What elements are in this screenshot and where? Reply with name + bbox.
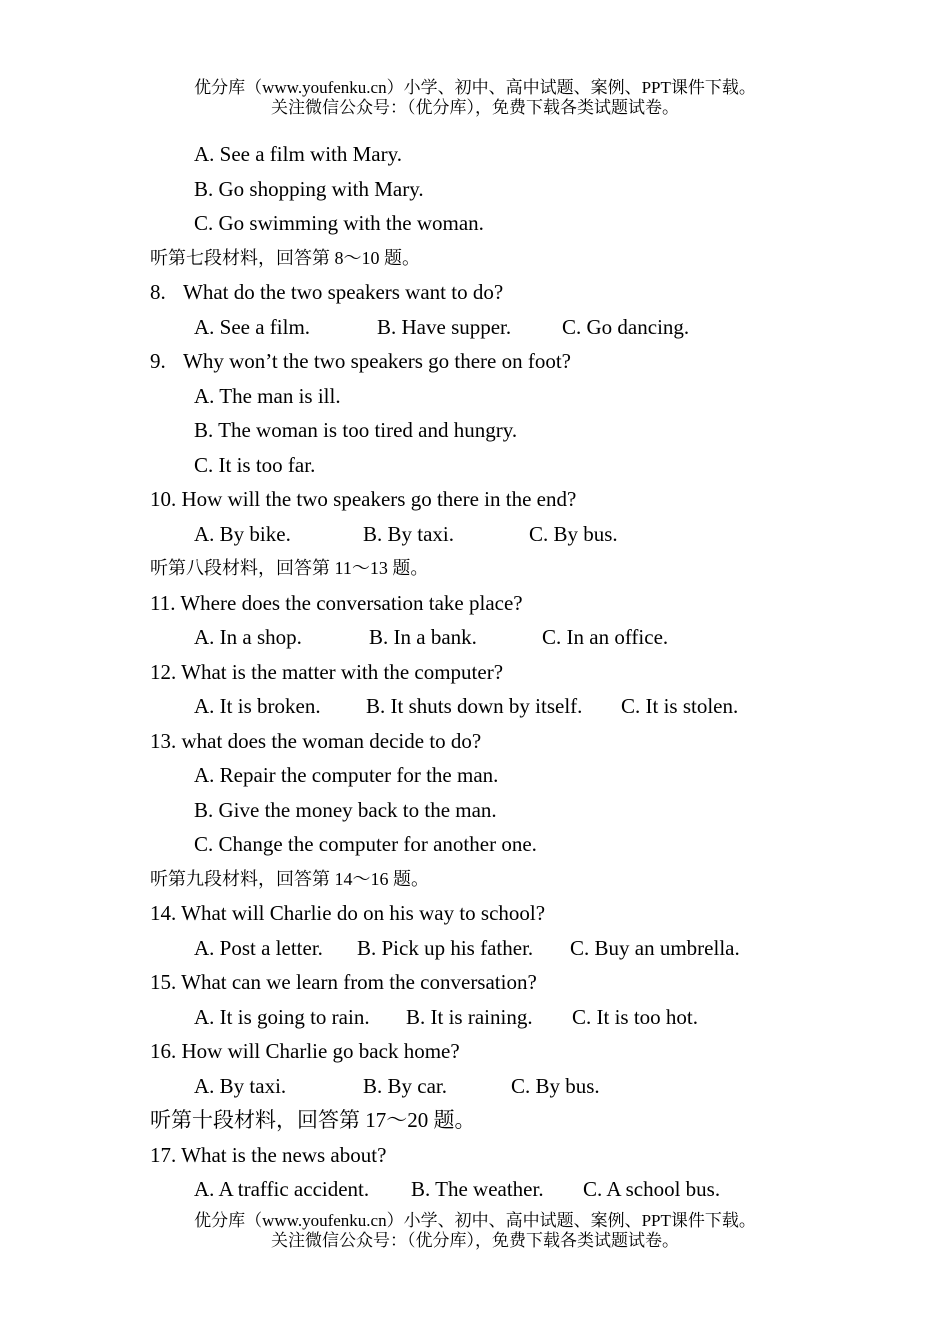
question-17 xyxy=(150,1138,870,1173)
question-number: 14. xyxy=(150,901,177,925)
options-row xyxy=(150,620,870,655)
question-text: What will Charlie do on his way to school? xyxy=(181,901,546,925)
option-a: A. It is going to rain. xyxy=(194,1004,370,1029)
options-row xyxy=(150,689,870,724)
option-b: B. The woman is too tired and hungry. xyxy=(194,418,518,442)
option-b: B. Have supper. xyxy=(377,314,512,339)
question-number: 15. xyxy=(150,970,177,994)
question-text: How will the two speakers go there in the end? xyxy=(181,487,577,511)
options-row xyxy=(150,1172,870,1207)
question-text: Where does the conversation take place? xyxy=(180,590,523,615)
question-10 xyxy=(150,482,870,517)
options-row xyxy=(150,1069,870,1104)
question-text: What can we learn from the conversation? xyxy=(181,970,537,994)
page-footer xyxy=(0,1211,950,1251)
section-heading: 听第七段材料，回答第 8～10 题。 xyxy=(150,247,420,268)
question-text: How will Charlie go back home? xyxy=(181,1039,460,1063)
option-c: C. In an office. xyxy=(542,625,669,649)
option-c: C. It is stolen. xyxy=(621,694,739,718)
option-a: A. By taxi. xyxy=(194,1073,287,1098)
question-number: 9. xyxy=(150,349,166,373)
options-row xyxy=(150,931,870,966)
question-11 xyxy=(150,586,870,621)
option-a: A. In a shop. xyxy=(194,625,302,649)
option-a: A. See a film. xyxy=(194,314,311,339)
option-b: B. Give the money back to the man. xyxy=(194,797,497,822)
options-row xyxy=(150,517,870,552)
question-8 xyxy=(150,275,870,310)
section-heading: 听第十段材料，回答第 17～20 题。 xyxy=(150,1108,476,1132)
option: C. Go swimming with the woman. xyxy=(194,211,484,235)
question-text: Why won’t the two speakers go there on foot? xyxy=(183,349,572,373)
option-c: C. By bus. xyxy=(529,521,618,546)
option-a: A. By bike. xyxy=(194,521,291,546)
footer-line-1: 优分库（www.youfenku.cn）小学、初中、高中试题、案例、PPT课件下载。 xyxy=(194,1211,756,1230)
option-c: C. By bus. xyxy=(511,1073,600,1098)
option: A. See a film with Mary. xyxy=(194,142,403,166)
option-b: B. Pick up his father. xyxy=(357,935,534,960)
exam-content xyxy=(150,137,870,1207)
question-text: What is the news about? xyxy=(181,1142,387,1167)
option-c: C. A school bus. xyxy=(583,1177,721,1201)
question-14 xyxy=(150,896,870,931)
question-12 xyxy=(150,655,870,690)
question-number: 16. xyxy=(150,1039,177,1063)
question-16 xyxy=(150,1034,870,1069)
option-b: B. The weather. xyxy=(411,1177,544,1201)
option-c: C. Buy an umbrella. xyxy=(570,935,740,960)
question-15 xyxy=(150,965,870,1000)
question-9 xyxy=(150,344,870,379)
question-number: 13. xyxy=(150,728,177,753)
header-line-1: 优分库（www.youfenku.cn）小学、初中、高中试题、案例、PPT课件下载。 xyxy=(194,78,756,97)
option-c: C. It is too hot. xyxy=(572,1004,699,1029)
option-c: C. It is too far. xyxy=(194,452,316,477)
option-b: B. By taxi. xyxy=(363,521,455,546)
question-text: What is the matter with the computer? xyxy=(181,659,504,684)
option-b: B. By car. xyxy=(363,1073,447,1098)
option-b: B. It is raining. xyxy=(406,1004,533,1029)
options-row xyxy=(150,1000,870,1035)
question-text: what does the woman decide to do? xyxy=(181,728,482,753)
question-number: 8. xyxy=(150,280,166,304)
option-b: B. It shuts down by itself. xyxy=(366,694,583,718)
section-heading: 听第九段材料，回答第 14～16 题。 xyxy=(150,868,429,889)
option: B. Go shopping with Mary. xyxy=(194,176,424,201)
question-number: 12. xyxy=(150,659,177,684)
section-heading: 听第八段材料，回答第 11～13 题。 xyxy=(150,558,429,578)
option-c: C. Go dancing. xyxy=(562,314,690,339)
option-a: A. A traffic accident. xyxy=(194,1177,370,1201)
page-header xyxy=(0,78,950,118)
question-number: 10. xyxy=(150,487,177,511)
question-number: 17. xyxy=(150,1142,177,1167)
option-a: A. Post a letter. xyxy=(194,935,323,960)
question-number: 11. xyxy=(150,590,176,615)
question-text: What do the two speakers want to do? xyxy=(183,280,504,304)
footer-line-2: 关注微信公众号：（优分库），免费下载各类试题试卷。 xyxy=(271,1231,679,1250)
option-a: A. The man is ill. xyxy=(194,383,341,408)
header-line-2: 关注微信公众号：（优分库），免费下载各类试题试卷。 xyxy=(271,98,679,117)
option-b: B. In a bank. xyxy=(369,625,477,649)
options-row xyxy=(150,310,870,345)
option-a: A. It is broken. xyxy=(194,694,321,718)
question-13 xyxy=(150,724,870,759)
option-c: C. Change the computer for another one. xyxy=(194,832,537,856)
option-a: A. Repair the computer for the man. xyxy=(194,763,499,787)
